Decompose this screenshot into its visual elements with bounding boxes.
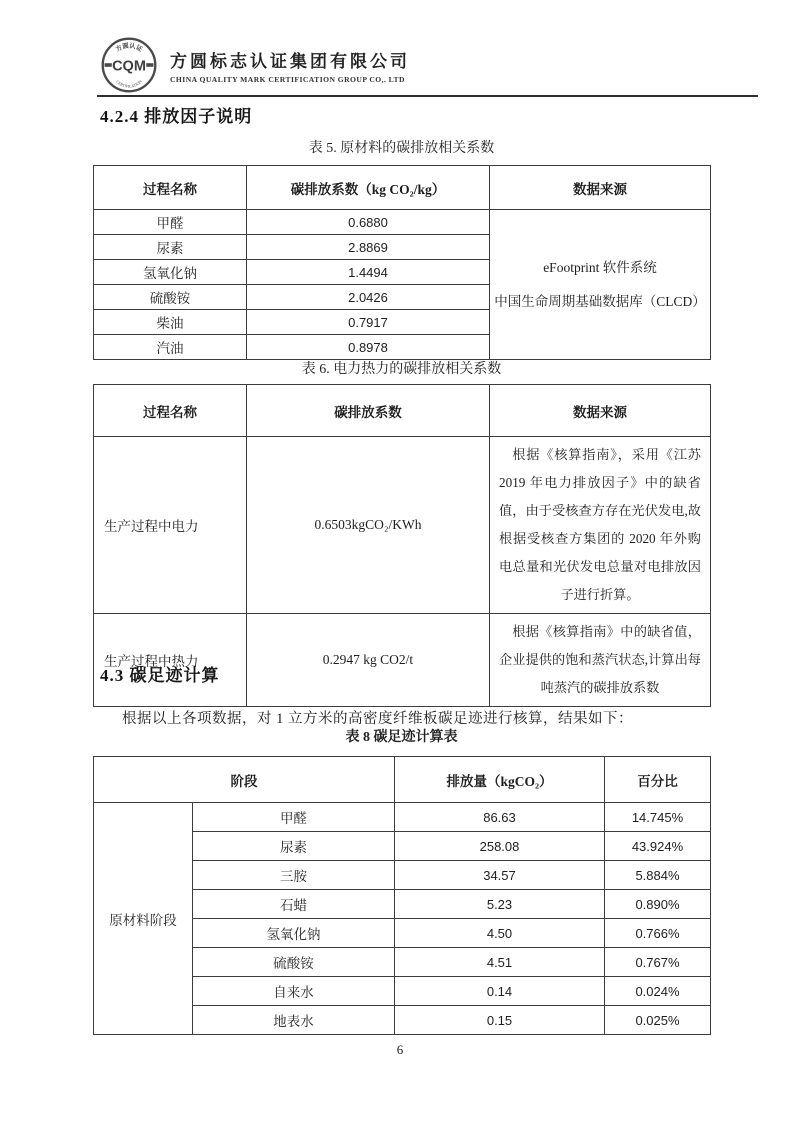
process-name-cell: 柴油	[94, 310, 247, 335]
table-header-row	[94, 757, 711, 803]
emission-cell: 4.51	[395, 948, 605, 977]
percent-cell: 14.745%	[605, 803, 711, 832]
item-name-cell: 三胺	[193, 861, 395, 890]
emission-factor-cell: 2.8869	[247, 235, 490, 260]
emission-cell: 5.23	[395, 890, 605, 919]
process-name-cell: 氢氧化钠	[94, 260, 247, 285]
emission-factor-cell: 0.8978	[247, 335, 490, 360]
data-source-cell	[490, 210, 711, 360]
column-header-process: 过程名称	[94, 166, 247, 210]
company-name-cn: 方圆标志认证集团有限公司	[170, 51, 410, 71]
table5-caption: 表 5. 原材料的碳排放相关系数	[308, 141, 495, 156]
data-source-cell: 根据《核算指南》中的缺省值，企业提供的饱和蒸汽状态,计算出每吨蒸汽的碳排放系数	[490, 614, 711, 707]
company-name-block	[170, 47, 410, 84]
process-name-cell: 生产过程中电力	[94, 437, 247, 614]
process-name-cell: 硫酸铵	[94, 285, 247, 310]
emission-cell: 0.14	[395, 977, 605, 1006]
emission-factor-cell: 0.6880	[247, 210, 490, 235]
percent-cell: 0.025%	[605, 1006, 711, 1035]
data-source-line: eFootprint 软件系统	[543, 259, 657, 275]
table6-caption: 表 6. 电力热力的碳排放相关系数	[301, 362, 502, 377]
raw-materials-table	[93, 165, 711, 360]
header-rule	[97, 95, 758, 97]
percent-cell: 0.890%	[605, 890, 711, 919]
emission-cell: 0.15	[395, 1006, 605, 1035]
item-name-cell: 硫酸铵	[193, 948, 395, 977]
emission-factor-cell: 1.4494	[247, 260, 490, 285]
percent-cell: 0.766%	[605, 919, 711, 948]
logo-top-text: 方圆认证	[114, 42, 144, 54]
column-header-source: 数据来源	[490, 166, 711, 210]
carbon-footprint-table	[93, 756, 711, 1035]
emission-factor-cell: 0.7917	[247, 310, 490, 335]
table-row	[94, 210, 711, 235]
process-name-cell: 尿素	[94, 235, 247, 260]
table8-caption: 表 8 碳足迹计算表	[345, 730, 458, 745]
table-row	[94, 437, 711, 614]
item-name-cell: 石蜡	[193, 890, 395, 919]
company-header	[100, 36, 410, 94]
item-name-cell: 甲醛	[193, 803, 395, 832]
emission-cell: 86.63	[395, 803, 605, 832]
column-header-percent: 百分比	[605, 757, 711, 803]
table-header-row	[94, 385, 711, 437]
svg-text:CERTIFICATION	[115, 79, 143, 89]
percent-cell: 0.024%	[605, 977, 711, 1006]
logo-bottom-text: CERTIFICATION	[115, 78, 143, 89]
item-name-cell: 自来水	[193, 977, 395, 1006]
process-name-cell: 甲醛	[94, 210, 247, 235]
column-header-emission: 排放量（kgCO₂）	[395, 757, 605, 803]
data-source-cell: 根据《核算指南》，采用《江苏 2019 年电力排放因子》中的缺省值，由于受核查方存在光伏发电,故根据受核查方集团的 2020 年外购电总量和光伏发电总量对电排放因子进行折算。	[490, 437, 711, 614]
table-row	[94, 614, 711, 707]
company-name-en: CHINA QUALITY MARK CERTIFICATION GROUP CO,. LTD	[170, 74, 405, 84]
emission-factor-cell: 2.0426	[247, 285, 490, 310]
column-header-process: 过程名称	[94, 385, 247, 437]
percent-cell: 5.884%	[605, 861, 711, 890]
cqm-logo	[100, 36, 158, 94]
emission-cell: 258.08	[395, 832, 605, 861]
column-header-factor: 碳排放系数	[247, 385, 490, 437]
table-header-row	[94, 166, 711, 210]
item-name-cell: 地表水	[193, 1006, 395, 1035]
data-source-line: 中国生命周期基础数据库（CLCD）	[494, 293, 706, 309]
emission-cell: 4.50	[395, 919, 605, 948]
process-name-cell: 汽油	[94, 335, 247, 360]
section-43-heading: 4.3 碳足迹计算	[100, 666, 220, 685]
item-name-cell: 尿素	[193, 832, 395, 861]
stage-cell: 原材料阶段	[94, 803, 193, 1035]
column-header-stage: 阶段	[94, 757, 395, 803]
section-424-heading: 4.2.4 排放因子说明	[100, 107, 253, 126]
logo-abbr: CQM	[112, 58, 146, 75]
emission-factor-cell: 0.2947 kg CO2/t	[247, 614, 490, 707]
percent-cell: 43.924%	[605, 832, 711, 861]
intro-paragraph: 根据以上各项数据，对 1 立方米的高密度纤维板碳足迹进行核算，结果如下：	[122, 710, 633, 727]
item-name-cell: 氢氧化钠	[193, 919, 395, 948]
column-header-source: 数据来源	[490, 385, 711, 437]
percent-cell: 0.767%	[605, 948, 711, 977]
energy-emission-table	[93, 384, 711, 707]
emission-cell: 34.57	[395, 861, 605, 890]
process-name-cell: 生产过程中热力	[94, 614, 247, 707]
column-header-factor: 碳排放系数（kg CO₂/kg）	[247, 166, 490, 210]
emission-factor-cell: 0.6503kgCO₂/KWh	[247, 437, 490, 614]
page-number: 6	[396, 1042, 404, 1057]
table-row	[94, 803, 711, 832]
